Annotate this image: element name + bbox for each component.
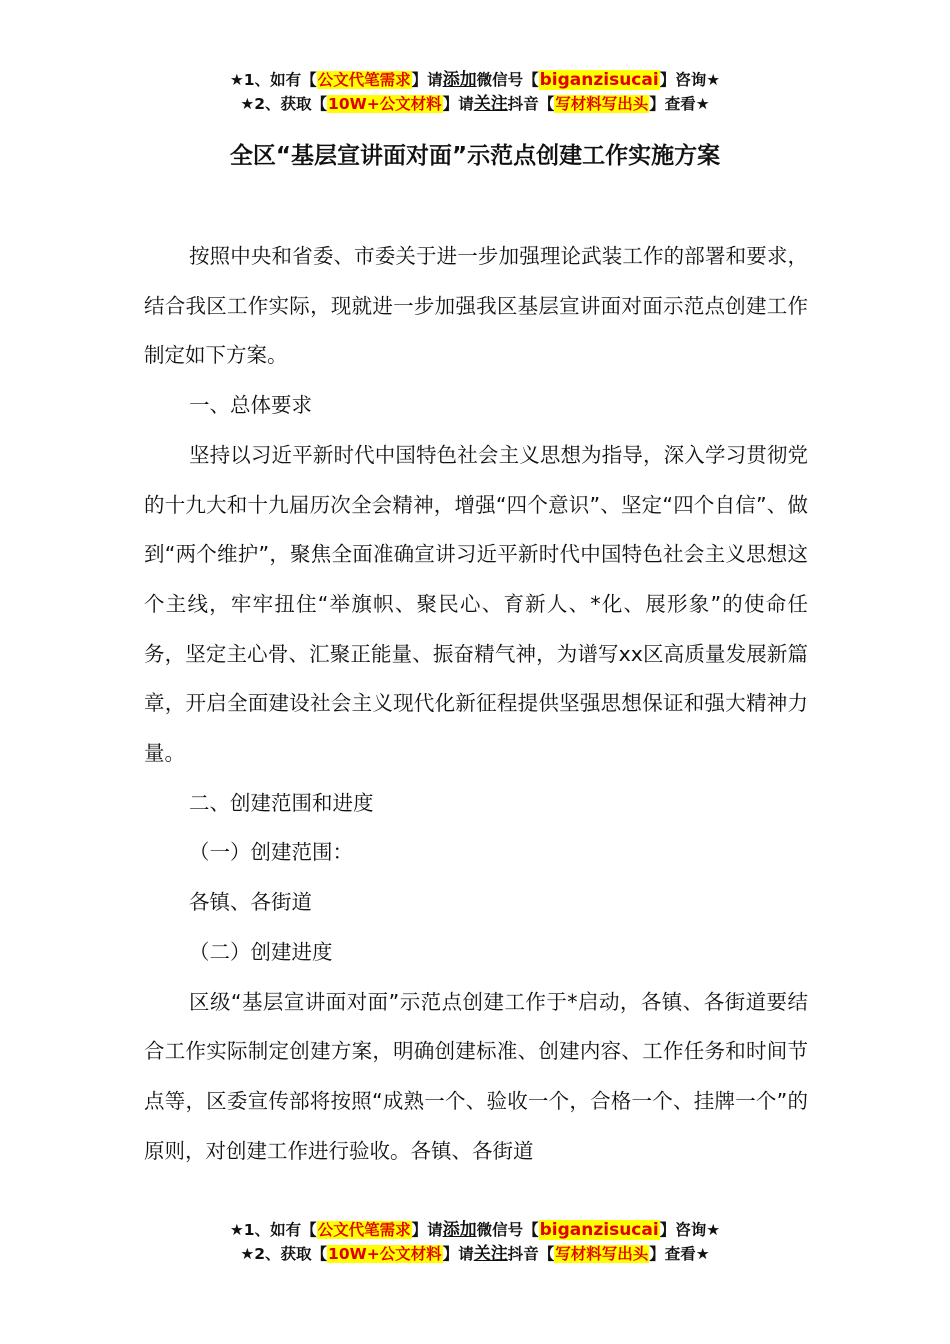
banner-text: 】查看★ — [649, 1245, 710, 1263]
header-banner — [0, 68, 950, 116]
paragraph-requirements: 坚持以习近平新时代中国特色社会主义思想为指导，深入学习贯彻党的十九大和十九届历次全会精神，增强“四个意识”、坚定“四个自信”、做到“两个维护”，聚焦全面准确宣讲习近平新时代中国特色社会主义思想这个主线，牢牢扭住“举旗帜、聚民心、育新人、*化、展形象”的使命任务，坚定主心骨、汇聚正能量、振奋精气神，为谱写xx区高质量发展新篇章，开启全面建设社会主义现代化新征程提供坚强思想保证和强大精神力量。 — [144, 442, 808, 766]
banner-text: ★2、获取【 — [240, 1245, 328, 1263]
banner-text: 】请 — [442, 1245, 474, 1263]
banner-highlight-douyin: 写材料写出头 — [555, 1245, 649, 1263]
banner-line-2 — [0, 1242, 950, 1266]
banner-text: 抖音【 — [507, 95, 555, 113]
banner-text: 抖音【 — [507, 1245, 555, 1263]
subsection-heading-scope: （一）创建范围： — [189, 840, 353, 865]
banner-highlight-ghostwriting: 公文代笔需求 — [317, 71, 411, 89]
banner-text: 】咨询★ — [659, 71, 721, 89]
paragraph-progress: 区级“基层宣讲面对面”示范点创建工作于*启动，各镇、各街道要结合工作实际制定创建方案，明确创建标准、创建内容、工作任务和时间节点等，区委宣传部将按照“成熟一个、验收一个，合格一个、挂牌一个”的原则，对创建工作进行验收。各镇、各街道 — [144, 989, 808, 1163]
section-heading-1: 一、总体要求 — [189, 393, 312, 418]
subsection-heading-progress: （二）创建进度 — [189, 939, 333, 964]
section-heading-2: 二、创建范围和进度 — [189, 790, 374, 815]
banner-emphasis-add: 添加 — [442, 1220, 477, 1240]
banner-text: ★1、如有【 — [229, 1221, 317, 1239]
banner-text: 】咨询★ — [659, 1221, 721, 1239]
banner-line-1 — [0, 68, 950, 92]
banner-text: 微信号【 — [476, 1221, 539, 1239]
paragraph-scope: 各镇、各街道 — [189, 890, 312, 915]
footer-banner — [0, 1218, 950, 1266]
document-title: 全区“基层宣讲面对面”示范点创建工作实施方案 — [229, 143, 721, 169]
banner-emphasis-add: 添加 — [442, 70, 477, 90]
banner-emphasis-follow: 关注 — [473, 1244, 508, 1264]
banner-text: 】请 — [411, 71, 443, 89]
banner-text: ★1、如有【 — [229, 71, 317, 89]
banner-line-2 — [0, 92, 950, 116]
banner-line-1 — [0, 1218, 950, 1242]
document-body — [144, 232, 808, 1176]
banner-highlight-wechat-id: biganzisucai — [539, 1220, 659, 1240]
banner-text: 】请 — [442, 95, 474, 113]
banner-text: 】请 — [411, 1221, 443, 1239]
banner-highlight-ghostwriting: 公文代笔需求 — [317, 1221, 411, 1239]
banner-text: 】查看★ — [649, 95, 710, 113]
banner-text: ★2、获取【 — [240, 95, 328, 113]
paragraph-intro: 按照中央和省委、市委关于进一步加强理论武装工作的部署和要求，结合我区工作实际，现就进一步加强我区基层宣讲面对面示范点创建工作制定如下方案。 — [144, 244, 808, 368]
banner-highlight-douyin: 写材料写出头 — [555, 95, 649, 113]
banner-emphasis-follow: 关注 — [473, 94, 508, 114]
banner-highlight-materials: 10W+公文材料 — [328, 95, 442, 113]
banner-highlight-wechat-id: biganzisucai — [539, 70, 659, 90]
banner-text: 微信号【 — [476, 71, 539, 89]
banner-highlight-materials: 10W+公文材料 — [328, 1245, 442, 1263]
